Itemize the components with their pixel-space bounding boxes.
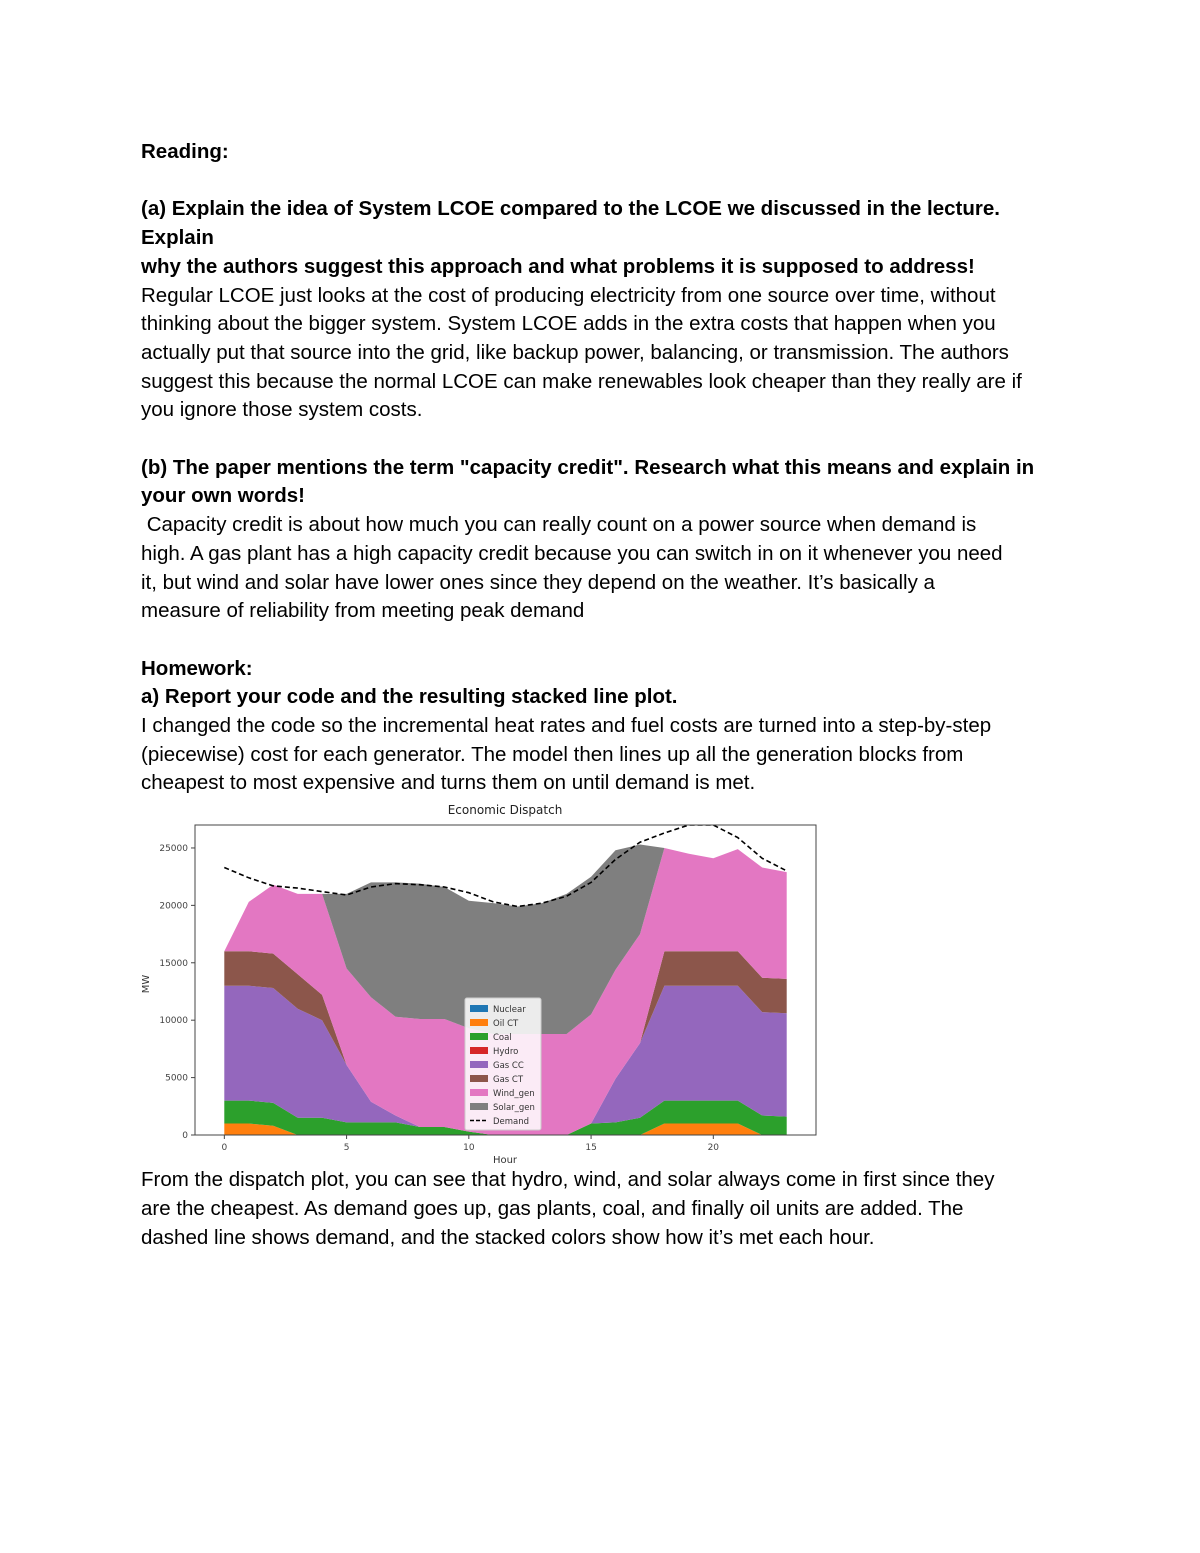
homework-answer-line: I changed the code so the incremental heat rates and fuel costs are turned into a step-by-step (141, 714, 992, 738)
legend-label-demand: Demand (493, 1117, 530, 1128)
legend-label-nuclear: Nuclear (493, 1005, 526, 1016)
conclusion-line: are the cheapest. As demand goes up, gas plants, coal, and finally oil units are added. The (141, 1196, 964, 1220)
legend-swatch-nuclear (470, 1005, 488, 1012)
homework-heading: Homework: (141, 656, 253, 680)
homework-answer-line: cheapest to most expensive and turns them on until demand is met. (141, 771, 756, 795)
legend-label-coal: Coal (493, 1033, 512, 1044)
dispatch-chart-figure (135, 798, 835, 1167)
y-tick-label: 25000 (159, 844, 188, 855)
legend-label-gas-ct: Gas CT (493, 1075, 524, 1086)
legend-swatch-coal (470, 1033, 488, 1040)
answer-b-line: measure of reliability from meeting peak demand (141, 599, 585, 623)
x-tick-label: 5 (343, 1143, 350, 1154)
x-tick-label: 0 (221, 1143, 228, 1154)
homework-question-line: a) Report your code and the resulting stacked line plot. (141, 685, 678, 709)
y-axis-label: MW (141, 974, 152, 994)
x-tick-label: 20 (707, 1143, 720, 1154)
answer-a-line: actually put that source into the grid, like backup power, balancing, or transmission. The authors (141, 340, 1009, 364)
legend-label-hydro: Hydro (493, 1047, 519, 1058)
y-tick-label: 20000 (159, 901, 188, 912)
economic-dispatch-chart (135, 798, 835, 1167)
conclusion-line: From the dispatch plot, you can see that hydro, wind, and solar always come in first since they (141, 1168, 995, 1192)
x-tick-label: 15 (585, 1143, 597, 1154)
y-tick-label: 5000 (165, 1073, 188, 1084)
legend-swatch-solar-gen (470, 1103, 488, 1110)
legend-swatch-hydro (470, 1047, 488, 1054)
reading-heading: Reading: (141, 140, 229, 163)
legend-swatch-gas-cc (470, 1061, 488, 1068)
question-b-line: (b) The paper mentions the term "capacity credit". Research what this means and explain in (141, 455, 1035, 479)
legend-label-solar-gen: Solar_gen (493, 1103, 535, 1114)
x-axis-label: Hour (492, 1155, 518, 1167)
y-tick-label: 10000 (159, 1016, 188, 1027)
answer-b-line: high. A gas plant has a high capacity credit because you can switch in on it whenever you need (141, 541, 1003, 565)
conclusion-line: dashed line shows demand, and the stacked colors show how it’s met each hour. (141, 1225, 875, 1249)
chart-title: Economic Dispatch (447, 803, 563, 818)
legend-label-oil-ct: Oil CT (493, 1019, 519, 1030)
x-axis-ticks (221, 1135, 719, 1153)
answer-a-line: Regular LCOE just looks at the cost of producing electricity from one source over time, without (141, 283, 996, 307)
answer-b-line: it, but wind and solar have lower ones since they depend on the weather. It’s basically a (141, 570, 935, 594)
x-tick-label: 10 (463, 1143, 475, 1154)
legend-label-gas-cc: Gas CC (493, 1061, 524, 1072)
question-a-line: (a) Explain the idea of System LCOE compared to the LCOE we discussed in the lecture. Explain (141, 197, 1006, 250)
answer-a-line: you ignore those system costs. (141, 398, 423, 422)
legend-swatch-wind-gen (470, 1089, 488, 1096)
answer-a-line: thinking about the bigger system. System LCOE adds in the extra costs that happen when you (141, 312, 996, 336)
chart-legend (465, 998, 541, 1130)
legend-swatch-gas-ct (470, 1075, 488, 1082)
y-tick-label: 0 (182, 1131, 188, 1142)
answer-a-line: suggest this because the normal LCOE can make renewables look cheaper than they really are if (141, 369, 1022, 393)
y-tick-label: 15000 (159, 958, 188, 969)
y-axis-ticks (159, 844, 195, 1141)
legend-swatch-oil-ct (470, 1019, 488, 1026)
question-a-line: why the authors suggest this approach and what problems it is supposed to address! (141, 254, 975, 278)
document-page (141, 138, 1071, 1252)
question-b-line: your own words! (141, 484, 305, 508)
answer-b-line: Capacity credit is about how much you can really count on a power source when demand is (141, 513, 977, 537)
legend-label-wind-gen: Wind_gen (493, 1089, 535, 1100)
homework-answer-line: (piecewise) cost for each generator. The model then lines up all the generation blocks from (141, 742, 964, 766)
